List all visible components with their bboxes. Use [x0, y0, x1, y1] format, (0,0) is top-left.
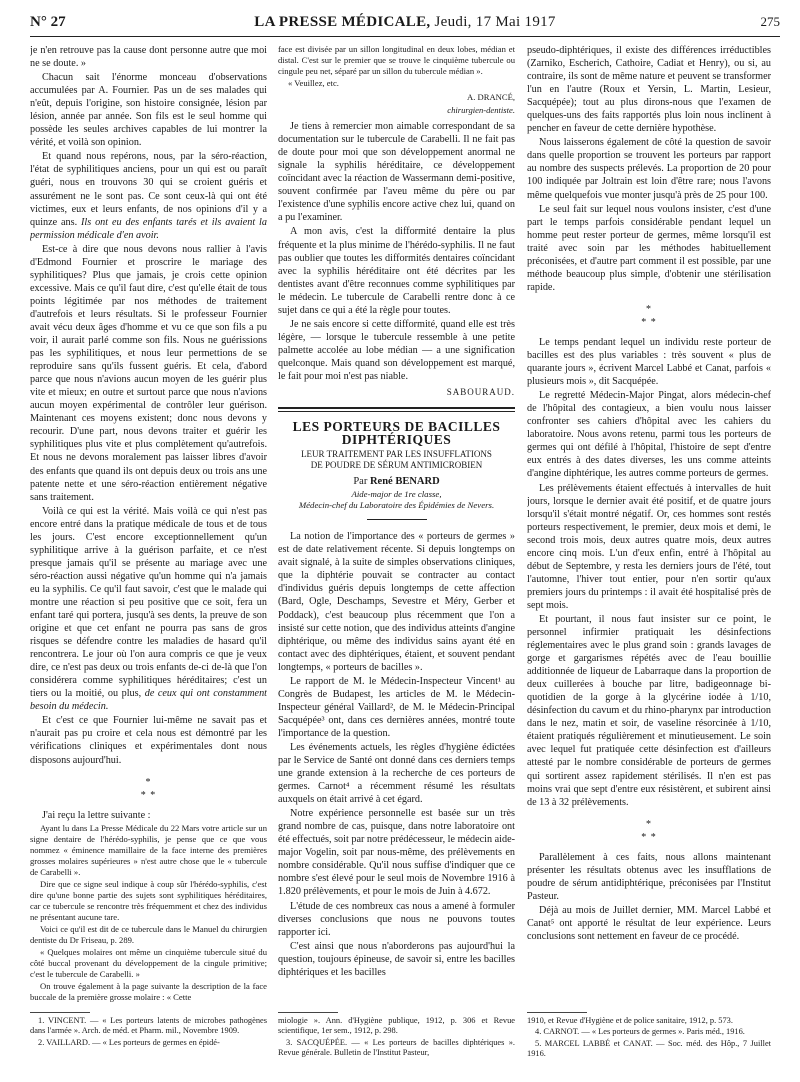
article-subtitle: LEUR TRAITEMENT PAR LES INSUFFLATIONS — [301, 449, 492, 460]
letter-paragraph: On trouve également à la page suivante la description de la face buccale de la première grosse molaire : « Cette — [30, 980, 267, 1002]
paragraph: Les prélèvements étaient effectués à intervalles de huit jours, lorsque le dernier avait été positif, et de quatre jours lorsqu'il s'était montré négatif. Or, ces hommes sont restés porteurs respectivement, le premier, deux mois et demi, le second trois mois, deux autres quatre mois, deux autres encore cinq mois. L'un d'eux enfin, entré à l'hôpital au début de Septembre, y resta les derniers jours de l'été, tout l'automne, l'hiver tout entier, pour n'en sortir qu'aux premiers jours du printemps : il avait été hospitalisé près de sept mois. — [527, 482, 771, 611]
footnotes-column-2 — [278, 1016, 515, 1078]
letter-paragraph: Ayant lu dans La Presse Médicale du 22 Mars votre article sur un signe dentaire de l'hérédo-syphilis, je pense que ce que vous nommez « éminence mamillaire de la face interne des premières grosses molaires supérieures » n'est autre chose que le « tubercule de Carabelli ». — [30, 822, 267, 877]
author-name: René BENARD — [369, 476, 440, 488]
page-header — [30, 12, 780, 37]
footnote: miologie ». Ann. d'Hygiène publique, 1912, p. 306 et Revue scientifique, 1er sem., 1912, p. 298. — [278, 1016, 515, 1036]
column-2 — [278, 44, 515, 1014]
running-title — [30, 14, 780, 31]
paragraph: je n'en retrouve pas la cause dont personne autre que moi ne se doute. » — [30, 45, 267, 70]
footnote: 3. SACQUÉPÉE. — « Les porteurs de bacilles diphtériques ». Revue générale. Bulletin de l'Institut Pasteur, — [278, 1037, 515, 1058]
footnote-rule — [527, 1012, 587, 1013]
quoted-letter-continued — [278, 44, 515, 89]
paragraph: Et pourtant, il nous faut insister sur ce point, le personnel infirmier pratiquait les désinfections réglementaires avec le plus grand soin : grands lavages de gorge et gargarismes répétés avec de l'eau bouillie additionnée de liqueur de Labarraque dans la proportion de deux cuillerées à bouche par litre, badigeonnage bi-quotidien de la gorge à la glycérine iodée à 1/10, désinfection du cavum et du rhino-pharynx par introduction dans le nez, matin et soir, de vaseline résorcinée à 1/10, étaient pratiqués régulièrement et minutieusement. Le soin avec lequel fut pratiquée cette désinfection est d'ailleurs attesté par le nombre considérable de porteurs de germes qui sortirent assez rapidement stérilisés. Il n'en est pas moins vrai que sept d'entre eux résistèrent, et subirent ainsi de 13 à 32 prélèvements. — [527, 613, 771, 808]
paragraph: pseudo-diphtériques, il existe des différences irréductibles (Zarniko, Escherich, Cathoire, Cadiat et Henry), ou si, au contraire, ils sont de même nature et peuvent se transformer l'un en l'autre (Roux et Yersin, L. Martin, Lesieur, Sacquépée); tout au plus dirons-nous que l'examen de quelques-uns des faits rapportés plus loin nous inclinent à pencher en faveur de cette dernière hypothèse. — [527, 45, 771, 135]
paragraph: Le regretté Médecin-Major Pingat, alors médecin-chef de l'hôpital des contagieux, a bien voulu nous laisser confronter ses cahiers d'hôpital avec les cahiers du laboratoire. Nous avons retenu, parmi tous les porteurs de germes qui ont défilé à l'hôpital, l'histoire de sept d'entre eux entrés à des dates diverses, les uns comme atteints d'angine diphtérique, les autres comme porteurs de germes. — [527, 390, 771, 480]
paragraph: Parallèlement à ces faits, nous allons maintenant présenter les résultats obtenus avec les insufflations de poudre de sérum antidiphtérique, préconisées par l'Institut Pasteur. — [527, 851, 771, 902]
footnotes-column-1 — [30, 1016, 267, 1078]
journal-name: LA PRESSE MÉDICALE, — [254, 14, 431, 30]
emphasis-text: de ceux qui ont constamment besoin du médecin. — [30, 688, 267, 713]
article-rule-top — [278, 407, 515, 409]
quoted-letter — [30, 823, 267, 1003]
paragraph: Nous laisserons également de côté la question de savoir dans quelle proportion se trouvent les porteurs par rapport au nombre des suspects prélevés. La proportion de 20 pour 100 indiquée par Joltrain est loin d'être rare; nous l'avons même quelquefois vue monter jusqu'à près de 25 pour 100. — [527, 137, 771, 201]
letter-paragraph: face est divisée par un sillon longitudinal en deux lobes, médian et distal. C'est sur le premier que se trouve le cinquième tubercule ou cingule peu net, séparé par un sillon du tubercule médian ». — [278, 44, 515, 76]
section-separator: * * * — [140, 776, 157, 801]
paragraph: Chacun sait l'énorme monceau d'observations accumulées par A. Fournier. Pas un de ses malades qui n'eût, depuis l'origine, son histoire consignée, lésion par lésion, année par année. Son fils est le seul homme qui possède les seules archives capables de lui montrer la vérité, et voilà son opinion. — [30, 72, 267, 149]
article-subtitle: DE POUDRE DE SÉRUM ANTIMICROBIEN — [310, 460, 483, 471]
paragraph — [30, 150, 267, 241]
letter-paragraph: « Quelques molaires ont même un cinquième tubercule situé du côté buccal provenant du développement de la cingule primitive; c'est le tubercule de Carabelli. » — [30, 946, 267, 979]
paragraph — [30, 505, 267, 714]
issue-number: N° 27 — [30, 14, 66, 30]
paragraph: Le rapport de M. le Médecin-Inspecteur Vincent¹ au Congrès de Budapest, les articles de M. le Médecin-Inspecteur général Vaillard², de M. le Médecin-Principal Sacquépée³ ont, dans ces dernières années, montré toute l'importance de la question. — [278, 675, 515, 739]
issue-date: Jeudi, 17 Mai 1917 — [434, 14, 556, 30]
footnote: 2. VAILLARD. — « Les porteurs de germes en épidé- — [38, 1037, 220, 1047]
column-3 — [527, 44, 771, 1014]
paragraph: C'est ainsi que nous n'aborderons pas aujourd'hui la question, toujours épineuse, de savoir si, entre les bacilles diphtériques et les bacilles — [278, 940, 515, 978]
author-signature: SABOURAUD. — [446, 387, 515, 398]
paragraph: La notion de l'importance des « porteurs de germes » est de date relativement récente. Si depuis longtemps on avait signalé, à la suite de simples observations cliniques, que la diphtérie pouvait se contracter au contact d'individus guéris depuis longtemps de cette affection (Bard, Ogle, Deschamps, Sevestre et Méry, Gerber et Poddack), c'est beaucoup plus récemment que l'on a insisté sur cette notion, que des individus atteints d'angine diphtérique, ou même des individus sains ayant été en contact avec des diphtériques, étaient, et souvent pendant longtemps, « porteurs de bacilles ». — [278, 531, 515, 673]
author-affiliation: Médecin-chef du Laboratoire des Épidémies de Nevers. — [298, 500, 495, 511]
footnote: 4. CARNOT. — « Les porteurs de germes ». Paris méd., 1916. — [535, 1027, 745, 1037]
paragraph: Les événements actuels, les règles d'hygiène édictées par le Service de Santé ont donné dans ces derniers temps une grande extension à la recherche de ces porteurs de germes. Carnot⁴ a récemment résumé les résultats auxquels on était arrivé à cet égard. — [278, 741, 515, 806]
paragraph-text: Voilà ce qui est la vérité. Mais voilà ce qui n'est pas encore entré dans la pratique médicale de tous et de tous les jours. C'est encore exceptionnellement qu'un syphilitique arrive à la guérison parfaite, et ce n'est presque jamais qu'il se présente au mariage avec une séro-réaction aussi négative qu'un homme qui n'a jamais eu la syphilis. Ce qu'il faut savoir, c'est que le malade qui montre une réaction si peu positive que ce soit, fera un enfant taré qui portera, jusqu'à ses dents, la preuve de son origine et que cet enfant ne pourra pas sans de gros risques se défendre contre les maladies de hasard qu'il rencontrera. Le jour où l'on aura compris ce que je veux dire, ce n'est pas deux ou trois enfants de-ci de-là que l'on considérera comme syphilitiques héréditaires; c'est un tiers ou la moitié, ou plus, — [30, 505, 267, 700]
byline-prefix: Par — [353, 476, 368, 488]
paragraph-text: Et quand nous repérons, nous, par la séro-réaction, l'état de syphilitiques anciens, pour un qui est ou paraît guéri, nous en trouvons 30 qui se croient guéris et assurément ne le sont pas. Ce sont ceux-là qui ont été victimes, eux et leurs enfants, de nos opinions d'il y a quinze ans. — [30, 151, 267, 228]
paragraph: Je ne sais encore si cette difformité, quand elle est très légère, — lorsque le tubercule ressemble à une petite palmette accolée au lobe médian — a une signification quelconque. Mais quand son développement est marqué, le fait pour moi n'est pas niable. — [278, 318, 515, 382]
article-rule-thin — [278, 411, 515, 412]
section-separator: * * * — [641, 303, 657, 328]
article-title: LES PORTEURS DE BACILLES DIPHTÉRIQUES — [292, 419, 501, 448]
letter-intro: J'ai reçu la lettre suivante : — [42, 809, 151, 821]
paragraph: L'étude de ces nombreux cas nous a amené à formuler diverses conclusions que nous ne pouvons toutes rapporter ici. — [278, 900, 515, 938]
byline-rule — [367, 519, 427, 520]
paragraph: Le temps pendant lequel un individu reste porteur de bacilles est des plus variables : très souvent « plus de quarante jours », écrivent Marcel Labbé et Canat, parfois « plusieurs mois », dit Sacquépée. — [527, 336, 771, 388]
paragraph: Est-ce à dire que nous devons nous rallier à l'avis d'Edmond Fournier et proscrire le mariage des syphilitiques? Plus que jamais, je crois cette opinion excessive. Mais ce qu'il faut dire, c'est qu'elle était de tous points légitimée par nos méthodes de traitement d'autrefois et leurs résultats. Si le professeur Fournier avait vécu deux âges d'homme et vu ce que son fils a pu voir, il aurait parlé comme son fils. Nous ne guérissions pas les syphilitiques, et nous leur permettions de se reproduire sans qu'ils fussent guéris. Et cela, d'abord parce que nous n'avions aucun moyen de les guérir plus vite et mieux; en outre et surtout parce que nous n'avions aucun moyen expérimental de contrôler leur guérison. Maintenant ces moyens existent; donc nous devons y recourir. D'une part, nous devons traiter et guérir les syphilitiques plus vite et plus complètement qu'autrefois. Et nous ne devons moralement pas laisser libres d'avoir des enfants que quand ils ont depuis deux ou trois ans une patente nette et une séro-réaction entièrement négative sans traitement. — [30, 243, 267, 503]
paragraph: Le seul fait sur lequel nous voulons insister, c'est d'une part le temps parfois considérable pendant lequel un homme peut rester porteur de germes, même lorsqu'il est traité avec soin par les méthodes habituellement préconisées, et d'autre part comment il est possible, par une méthode beaucoup plus simple, d'obtenir une stérilisation rapide. — [527, 203, 771, 293]
letter-signature: A. DRANCÉ, — [467, 92, 515, 102]
paragraph: Et c'est ce que Fournier lui-même ne savait pas et n'aurait pas pu croire et cela nous est démontré par les vérifications cliniques et expérimentales dont nous disposons aujourd'hui. — [30, 715, 267, 766]
letter-closing: « Veuillez, etc. — [288, 78, 339, 88]
footnote-rule — [278, 1012, 338, 1013]
footnote: 1. VINCENT. — « Les porteurs latents de microbes pathogènes dans l'armée ». Arch. de méd. et Pharm. mil., Novembre 1909. — [30, 1016, 267, 1036]
paragraph: A mon avis, c'est la difformité dentaire la plus fréquente et la plus minime de l'hérédo-syphilis. Il ne faut pas oublier que toutes les difformités dentaires coïncidant avec la syphilis héréditaire ont été décrites par les dentistes avant d'être reconnues comme syphilitiques par le médecin. Le tubercule de Carabelli rentre donc à ce sujet dans ce qui a été la règle pour toutes. — [278, 226, 515, 316]
footnotes-column-3 — [527, 1016, 771, 1078]
paragraph: Déjà au mois de Juillet dernier, MM. Marcel Labbé et Canat⁵ ont apporté le résultat de leur expérience. Leurs conclusions sont nettement en faveur de ce procédé. — [527, 904, 771, 943]
page-number: 275 — [760, 14, 780, 29]
letter-paragraph: Voici ce qu'il est dit de ce tubercule dans le Manuel du chirurgien dentiste du Dr Friseau, p. 289. — [30, 923, 267, 945]
article-byline — [278, 475, 515, 488]
paragraph: Je tiens à remercier mon aimable correspondant de sa documentation sur le tubercule de Carabelli. Il ne fait pas de doute pour moi que son développement anormal ne signale la syphilis héréditaire, ce développement coïncidant avec la réaction de Wassermann demi-positive, souvent confirmée par l'aveu même du père ou par l'existence d'une syphilis encore active chez lui, quand on a pu l'examiner. — [278, 121, 515, 224]
column-1 — [30, 44, 267, 1014]
footnote-rule — [30, 1012, 90, 1013]
emphasis-text: Ils ont eu des enfants tarés et ils avaient la permission médicale d'en avoir. — [30, 216, 267, 241]
footnote: 5. MARCEL LABBÉ et CANAT. — Soc. méd. des Hôp., 7 Juillet 1916. — [527, 1038, 771, 1059]
paragraph: Notre expérience personnelle est basée sur un très grand nombre de cas, puisque, dans notre laboratoire ont été effectués, soit par notre prédécesseur, le médecin aide-major Vogelin, soit par nous-même, des prélèvements en nombre considérable. Qu'il nous suffise d'indiquer que ce nombre s'est élevé pour le seul mois de Novembre 1916 à 1.820 prélèvements, et pour le mois de Juin à 4.672. — [278, 808, 515, 898]
section-separator: * * * — [641, 818, 657, 843]
footnote: 1910, et Revue d'Hygiène et de police sanitaire, 1912, p. 573. — [527, 1016, 733, 1025]
letter-signature-role: chirurgien-dentiste. — [447, 105, 515, 116]
author-role: Aide-major de 1re classe, — [351, 489, 442, 500]
letter-paragraph: Dire que ce signe seul indique à coup sûr l'hérédo-syphilis, c'est dire qu'une bonne partie des sujets sont syphilitiques héréditaires, car ce tubercule se rencontre très fréquemment et chez des individus ne présentant aucune tare. — [30, 878, 267, 922]
